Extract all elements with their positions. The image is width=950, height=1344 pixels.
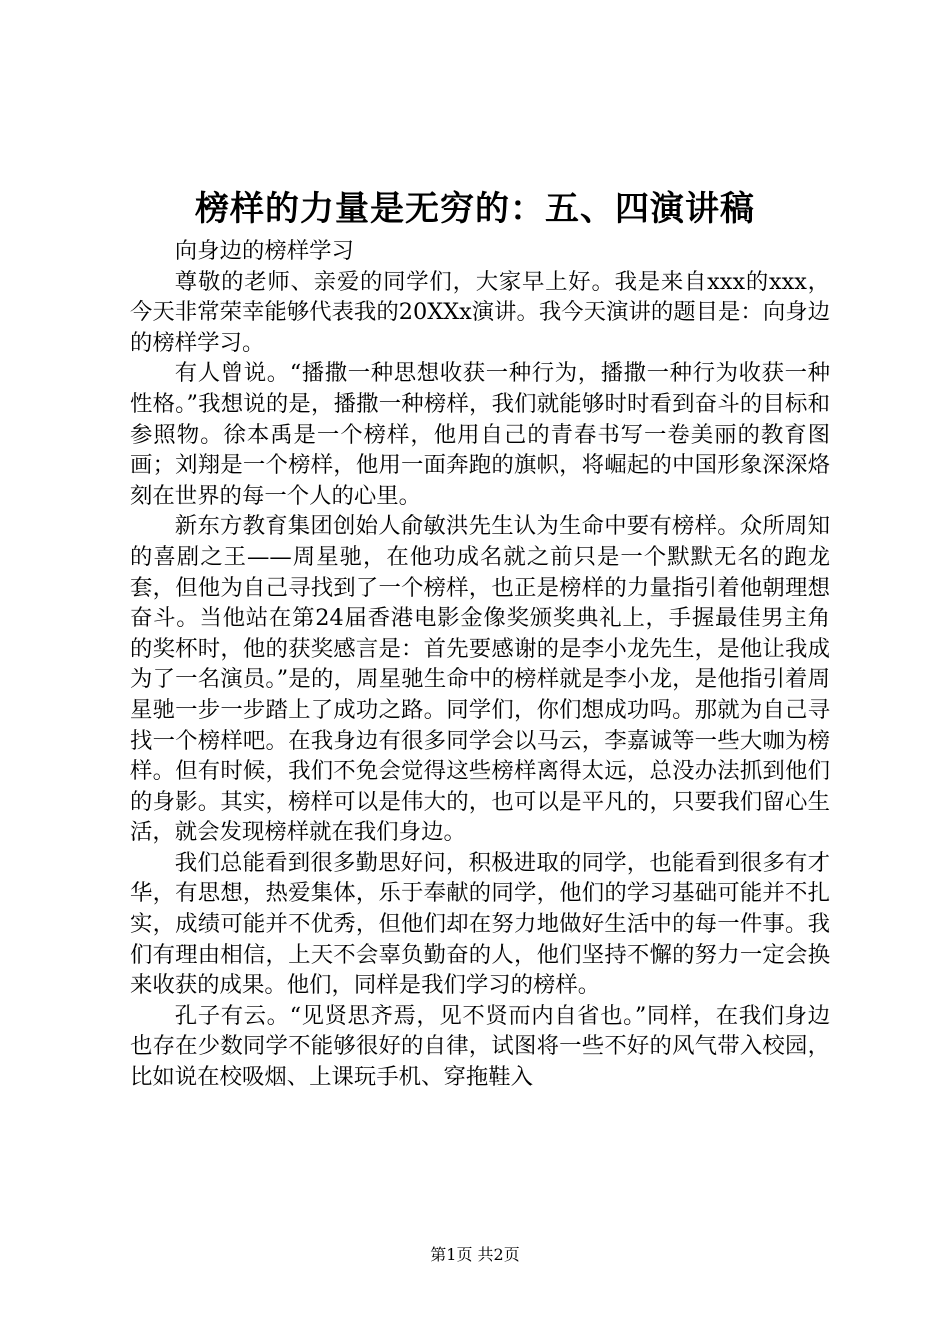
body-paragraph: 孔子有云。“见贤思齐焉，见不贤而内自省也。”同样，在我们身边也存在少数同学不能够很好的自律，试图将一些不好的风气带入校园，比如说在校吸烟、上课玩手机、穿拖鞋入 xyxy=(130,1002,830,1091)
body-paragraph: 有人曾说。“播撒一种思想收获一种行为，播撒一种行为收获一种性格。”我想说的是，播撒一种榜样，我们就能够时时看到奋斗的目标和参照物。徐本禹是一个榜样，他用自己的青春书写一卷美丽的教育图画；刘翔是一个榜样，他用一面奔跑的旗帜，将崛起的中国形象深深烙刻在世界的每一个人的心里。 xyxy=(130,360,830,509)
document-body xyxy=(130,236,830,1093)
body-paragraph: 我们总能看到很多勤思好问，积极进取的同学，也能看到很多有才华，有思想，热爱集体，乐于奉献的同学，他们的学习基础可能并不扎实，成绩可能并不优秀，但他们却在努力地做好生活中的每一件事。我们有理由相信，上天不会辜负勤奋的人，他们坚持不懈的努力一定会换来收获的成果。他们，同样是我们学习的榜样。 xyxy=(130,849,830,999)
document-title: 榜样的力量是无穷的：五、四演讲稿 xyxy=(195,189,755,229)
subtitle-paragraph: 向身边的榜样学习 xyxy=(174,238,354,264)
body-paragraph: 新东方教育集团创始人俞敏洪先生认为生命中要有榜样。众所周知的喜剧之王——周星驰，在他功成名就之前只是一个默默无名的跑龙套，但他为自己寻找到了一个榜样，也正是榜样的力量指引着他朝理想奋斗。当他站在第24届香港电影金像奖颁奖典礼上，手握最佳男主角的奖杯时，他的获奖感言是：首先要感谢的是李小龙先生，是他让我成为了一名演员。”是的，周星驰生命中的榜样就是李小龙，是他指引着周星驰一步一步踏上了成功之路。同学们，你们想成功吗。那就为自己寻找一个榜样吧。在我身边有很多同学会以马云，李嘉诚等一些大咖为榜样。但有时候，我们不免会觉得这些榜样离得太远，总没办法抓到他们的身影。其实，榜样可以是伟大的，也可以是平凡的，只要我们留心生活，就会发现榜样就在我们身边。 xyxy=(130,513,830,846)
body-paragraph: 尊敬的老师、亲爱的同学们，大家早上好。我是来自xxx的xxx，今天非常荣幸能够代表我的20XXx演讲。我今天演讲的题目是：向身边的榜样学习。 xyxy=(130,268,830,356)
page-number-footer: 第1页 共2页 xyxy=(430,1245,520,1264)
